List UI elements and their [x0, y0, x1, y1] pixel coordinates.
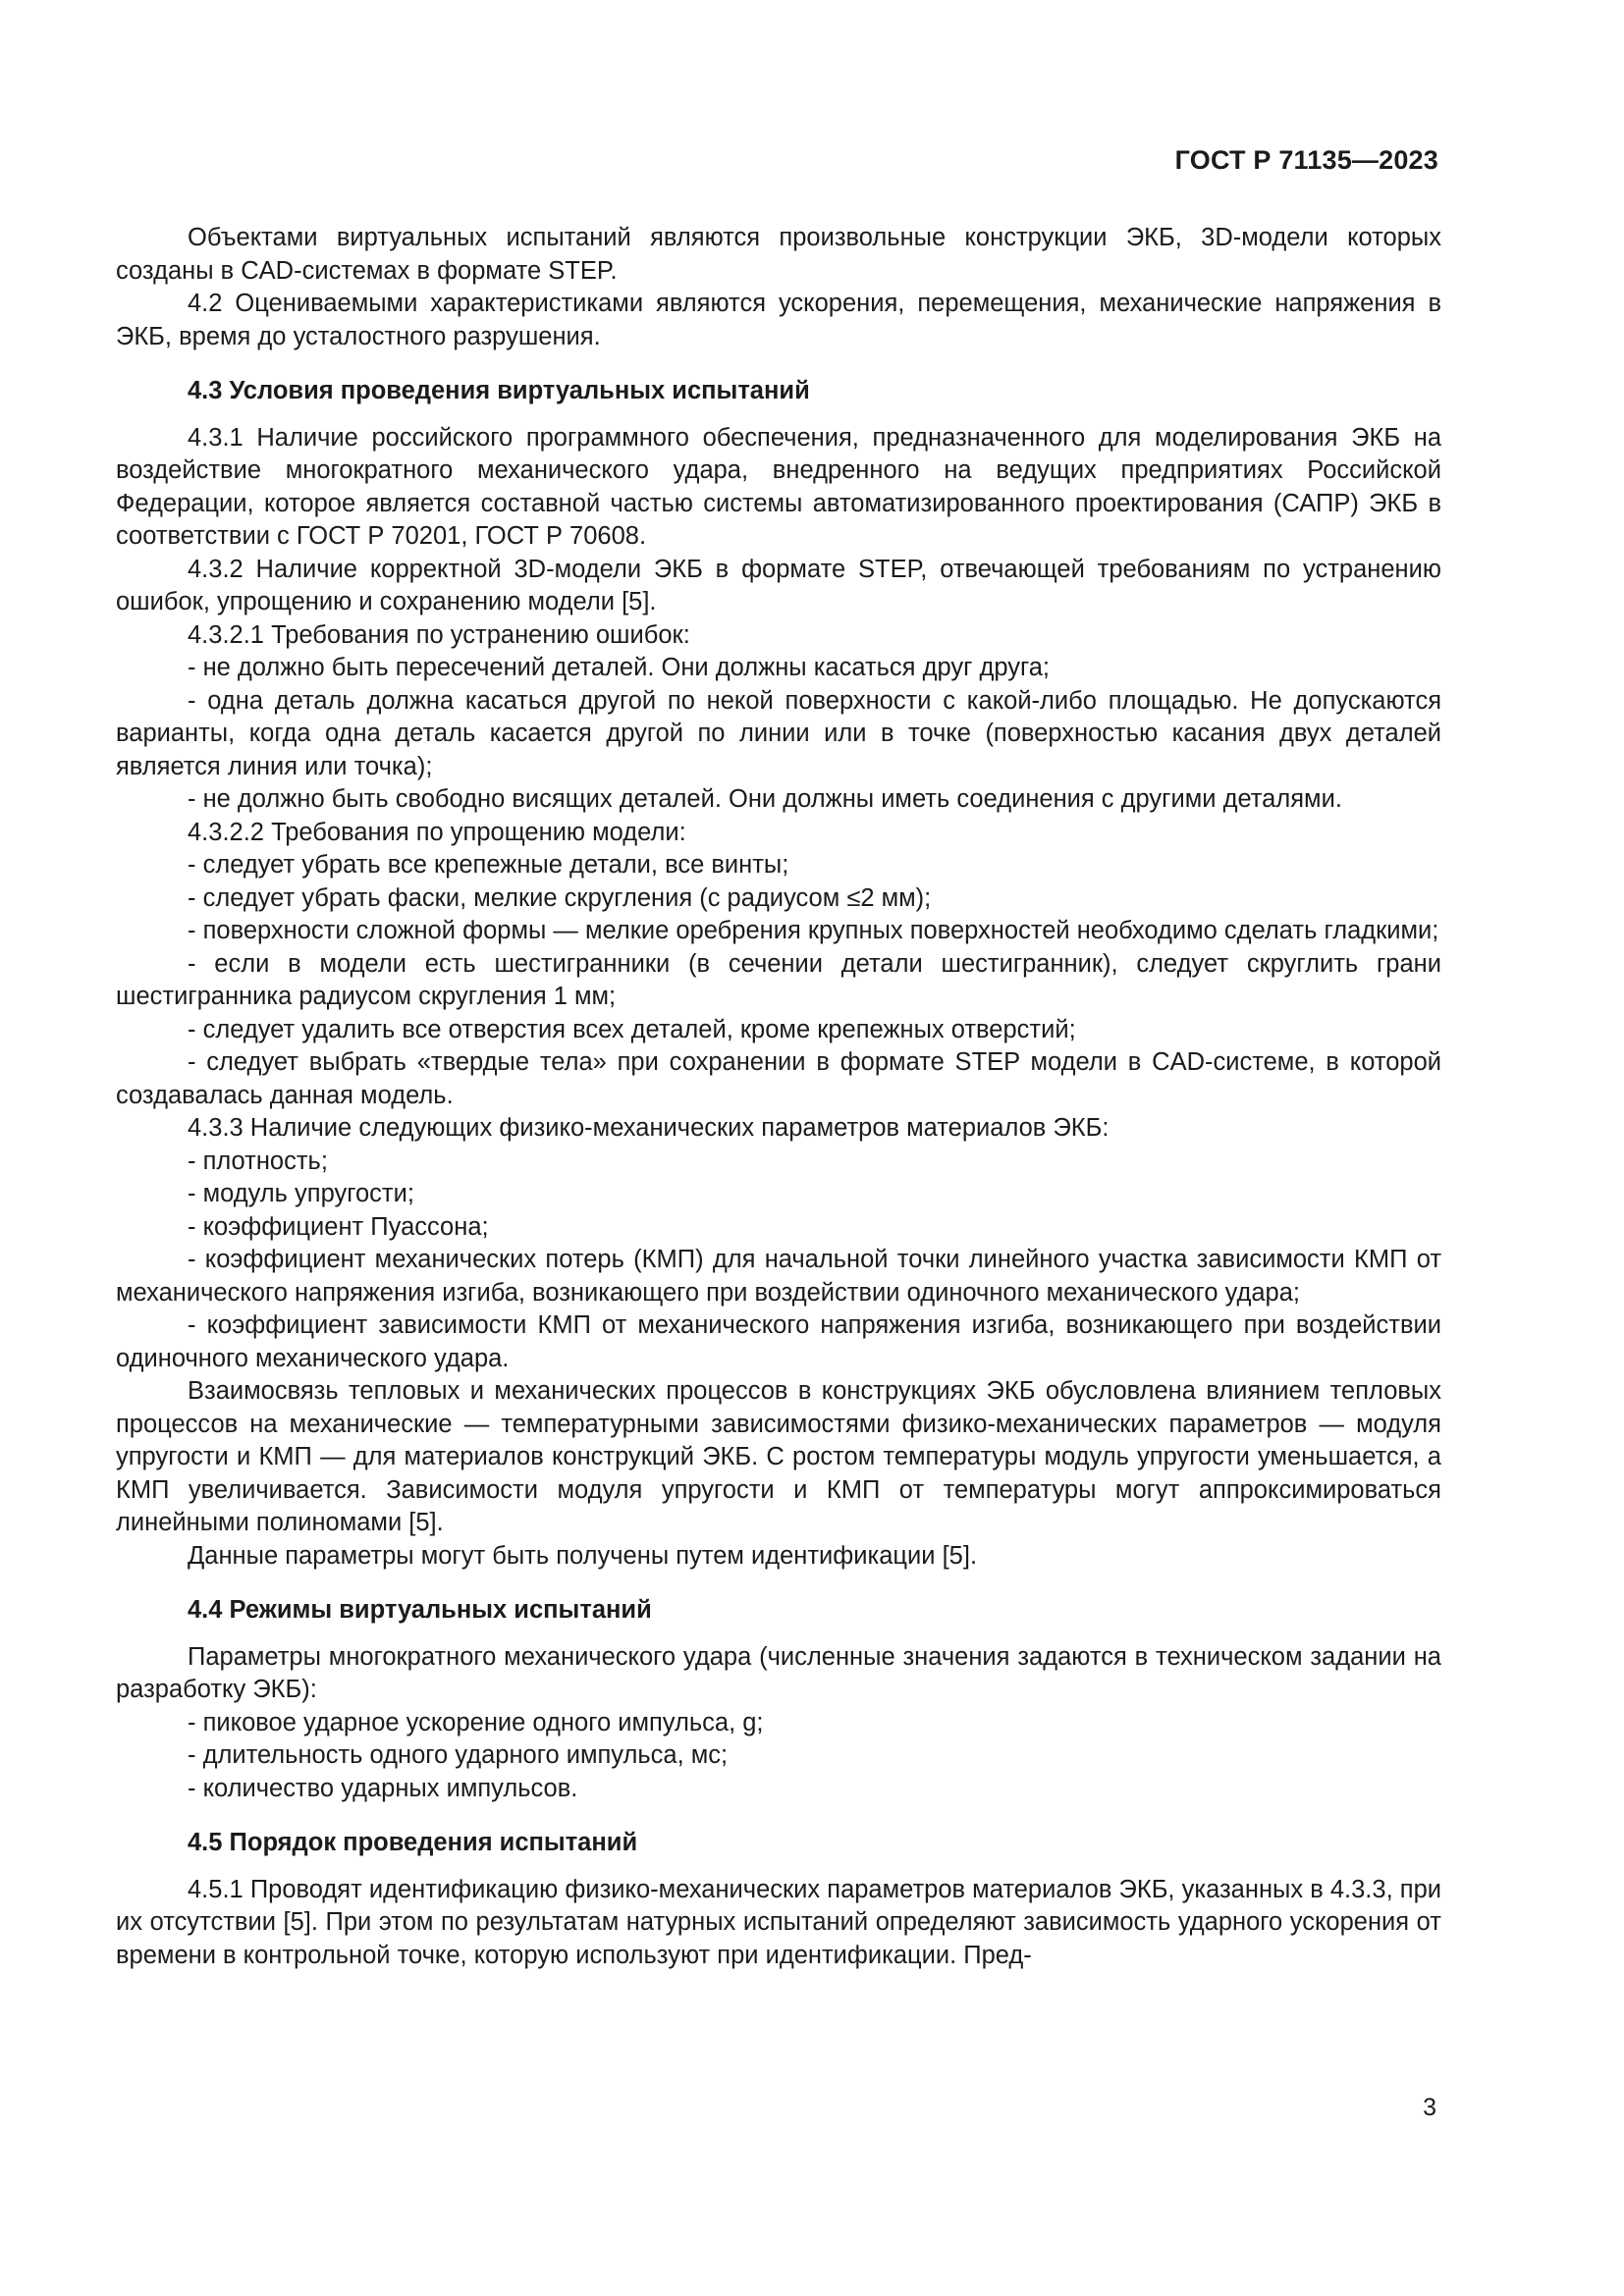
- paragraph: Параметры многократного механического удара (численные значения задаются в техническом задании на разработку ЭКБ):: [116, 1642, 1441, 1703]
- paragraph: Объектами виртуальных испытаний являются произвольные конструкции ЭКБ, 3D-модели которых созданы в CAD-системах в формате STEP.: [116, 224, 1441, 285]
- list-item: - не должно быть свободно висящих деталей. Они должны иметь соединения с другими деталями.: [188, 785, 1342, 813]
- list-item: - длительность одного ударного импульса, мс;: [188, 1741, 729, 1769]
- section-heading-4-4: 4.4 Режимы виртуальных испытаний: [188, 1596, 652, 1624]
- list-item: - следует выбрать «твердые тела» при сохранении в формате STEP модели в CAD-системе, в которой создавалась данная модель.: [116, 1048, 1441, 1109]
- list-item: - поверхности сложной формы — мелкие оребрения крупных поверхностей необходимо сделать гладкими;: [188, 917, 1439, 944]
- section-heading-4-5: 4.5 Порядок проведения испытаний: [188, 1829, 638, 1856]
- document-body: [116, 222, 1441, 1972]
- list-item: - плотность;: [188, 1147, 328, 1175]
- list-item: - пиковое ударное ускорение одного импульса, g;: [188, 1708, 764, 1736]
- list-item: - коэффициент Пуассона;: [188, 1212, 489, 1241]
- page-number: 3: [1423, 2094, 1436, 2121]
- section-heading-4-3: 4.3 Условия проведения виртуальных испытаний: [188, 377, 810, 404]
- paragraph: 4.3.2 Наличие корректной 3D-модели ЭКБ в формате STEP, отвечающей требованиям по устранению ошибок, упрощению и сохранению модели [5].: [116, 555, 1441, 615]
- paragraph: 4.3.2.2 Требования по упрощению модели:: [188, 818, 686, 846]
- list-item: - одна деталь должна касаться другой по некой поверхности с какой-либо площадью. Не допускаются варианты, когда одна деталь касается другой по линии или в точке (поверхностью касания двух деталей является линия или точка);: [116, 686, 1441, 780]
- paragraph: 4.3.2.1 Требования по устранению ошибок:: [188, 620, 690, 649]
- paragraph: 4.3.1 Наличие российского программного обеспечения, предназначенного для моделирования ЭКБ на воздействие многократного механического удара, внедренного на ведущих предприятиях Российской Федерации, которое является составной частью системы автоматизированного проектирования (САПР) ЭКБ в соответствии с ГОСТ Р 70201, ГОСТ Р 70608.: [116, 423, 1441, 550]
- paragraph: Данные параметры могут быть получены путем идентификации [5].: [188, 1541, 978, 1570]
- list-item: - если в модели есть шестигранники (в сечении детали шестигранник), следует скруглить грани шестигранника радиусом скругления 1 мм;: [116, 949, 1441, 1010]
- list-item: - коэффициент зависимости КМП от механического напряжения изгиба, возникающего при воздействии одиночного механического удара.: [116, 1311, 1441, 1372]
- paragraph: Взаимосвязь тепловых и механических процессов в конструкциях ЭКБ обусловлена влиянием тепловых процессов на механические — температурными зависимостями физико-механических параметров — модуля упругости и КМП — для материалов конструкций ЭКБ. С ростом температуры модуль упругости уменьшается, а КМП увеличивается. Зависимости модуля упругости и КМП от температуры могут аппроксимироваться линейными полиномами [5].: [116, 1377, 1441, 1536]
- document-code: ГОСТ Р 71135—2023: [1174, 145, 1438, 175]
- list-item: - не должно быть пересечений деталей. Они должны касаться друг друга;: [188, 654, 1051, 681]
- list-item: - следует убрать все крепежные детали, все винты;: [188, 851, 789, 879]
- list-item: - модуль упругости;: [188, 1180, 414, 1207]
- list-item: - следует удалить все отверстия всех деталей, кроме крепежных отверстий;: [188, 1015, 1076, 1043]
- list-item: - следует убрать фаски, мелкие скругления (с радиусом ≤2 мм);: [188, 883, 932, 912]
- paragraph: 4.5.1 Проводят идентификацию физико-механических параметров материалов ЭКБ, указанных в 4.3.3, при их отсутствии [5]. При этом по результатам натурных испытаний определяют зависимость ударного ускорения от времени в контрольной точке, которую используют при идентификации. Пред-: [116, 1875, 1441, 1969]
- paragraph: 4.3.3 Наличие следующих физико-механических параметров материалов ЭКБ:: [188, 1114, 1110, 1142]
- list-item: - количество ударных импульсов.: [188, 1774, 578, 1802]
- paragraph: 4.2 Оцениваемыми характеристиками являются ускорения, перемещения, механические напряжения в ЭКБ, время до усталостного разрушения.: [116, 290, 1441, 350]
- list-item: - коэффициент механических потерь (КМП) для начальной точки линейного участка зависимости КМП от механического напряжения изгиба, возникающего при воздействии одиночного механического удара;: [116, 1246, 1441, 1307]
